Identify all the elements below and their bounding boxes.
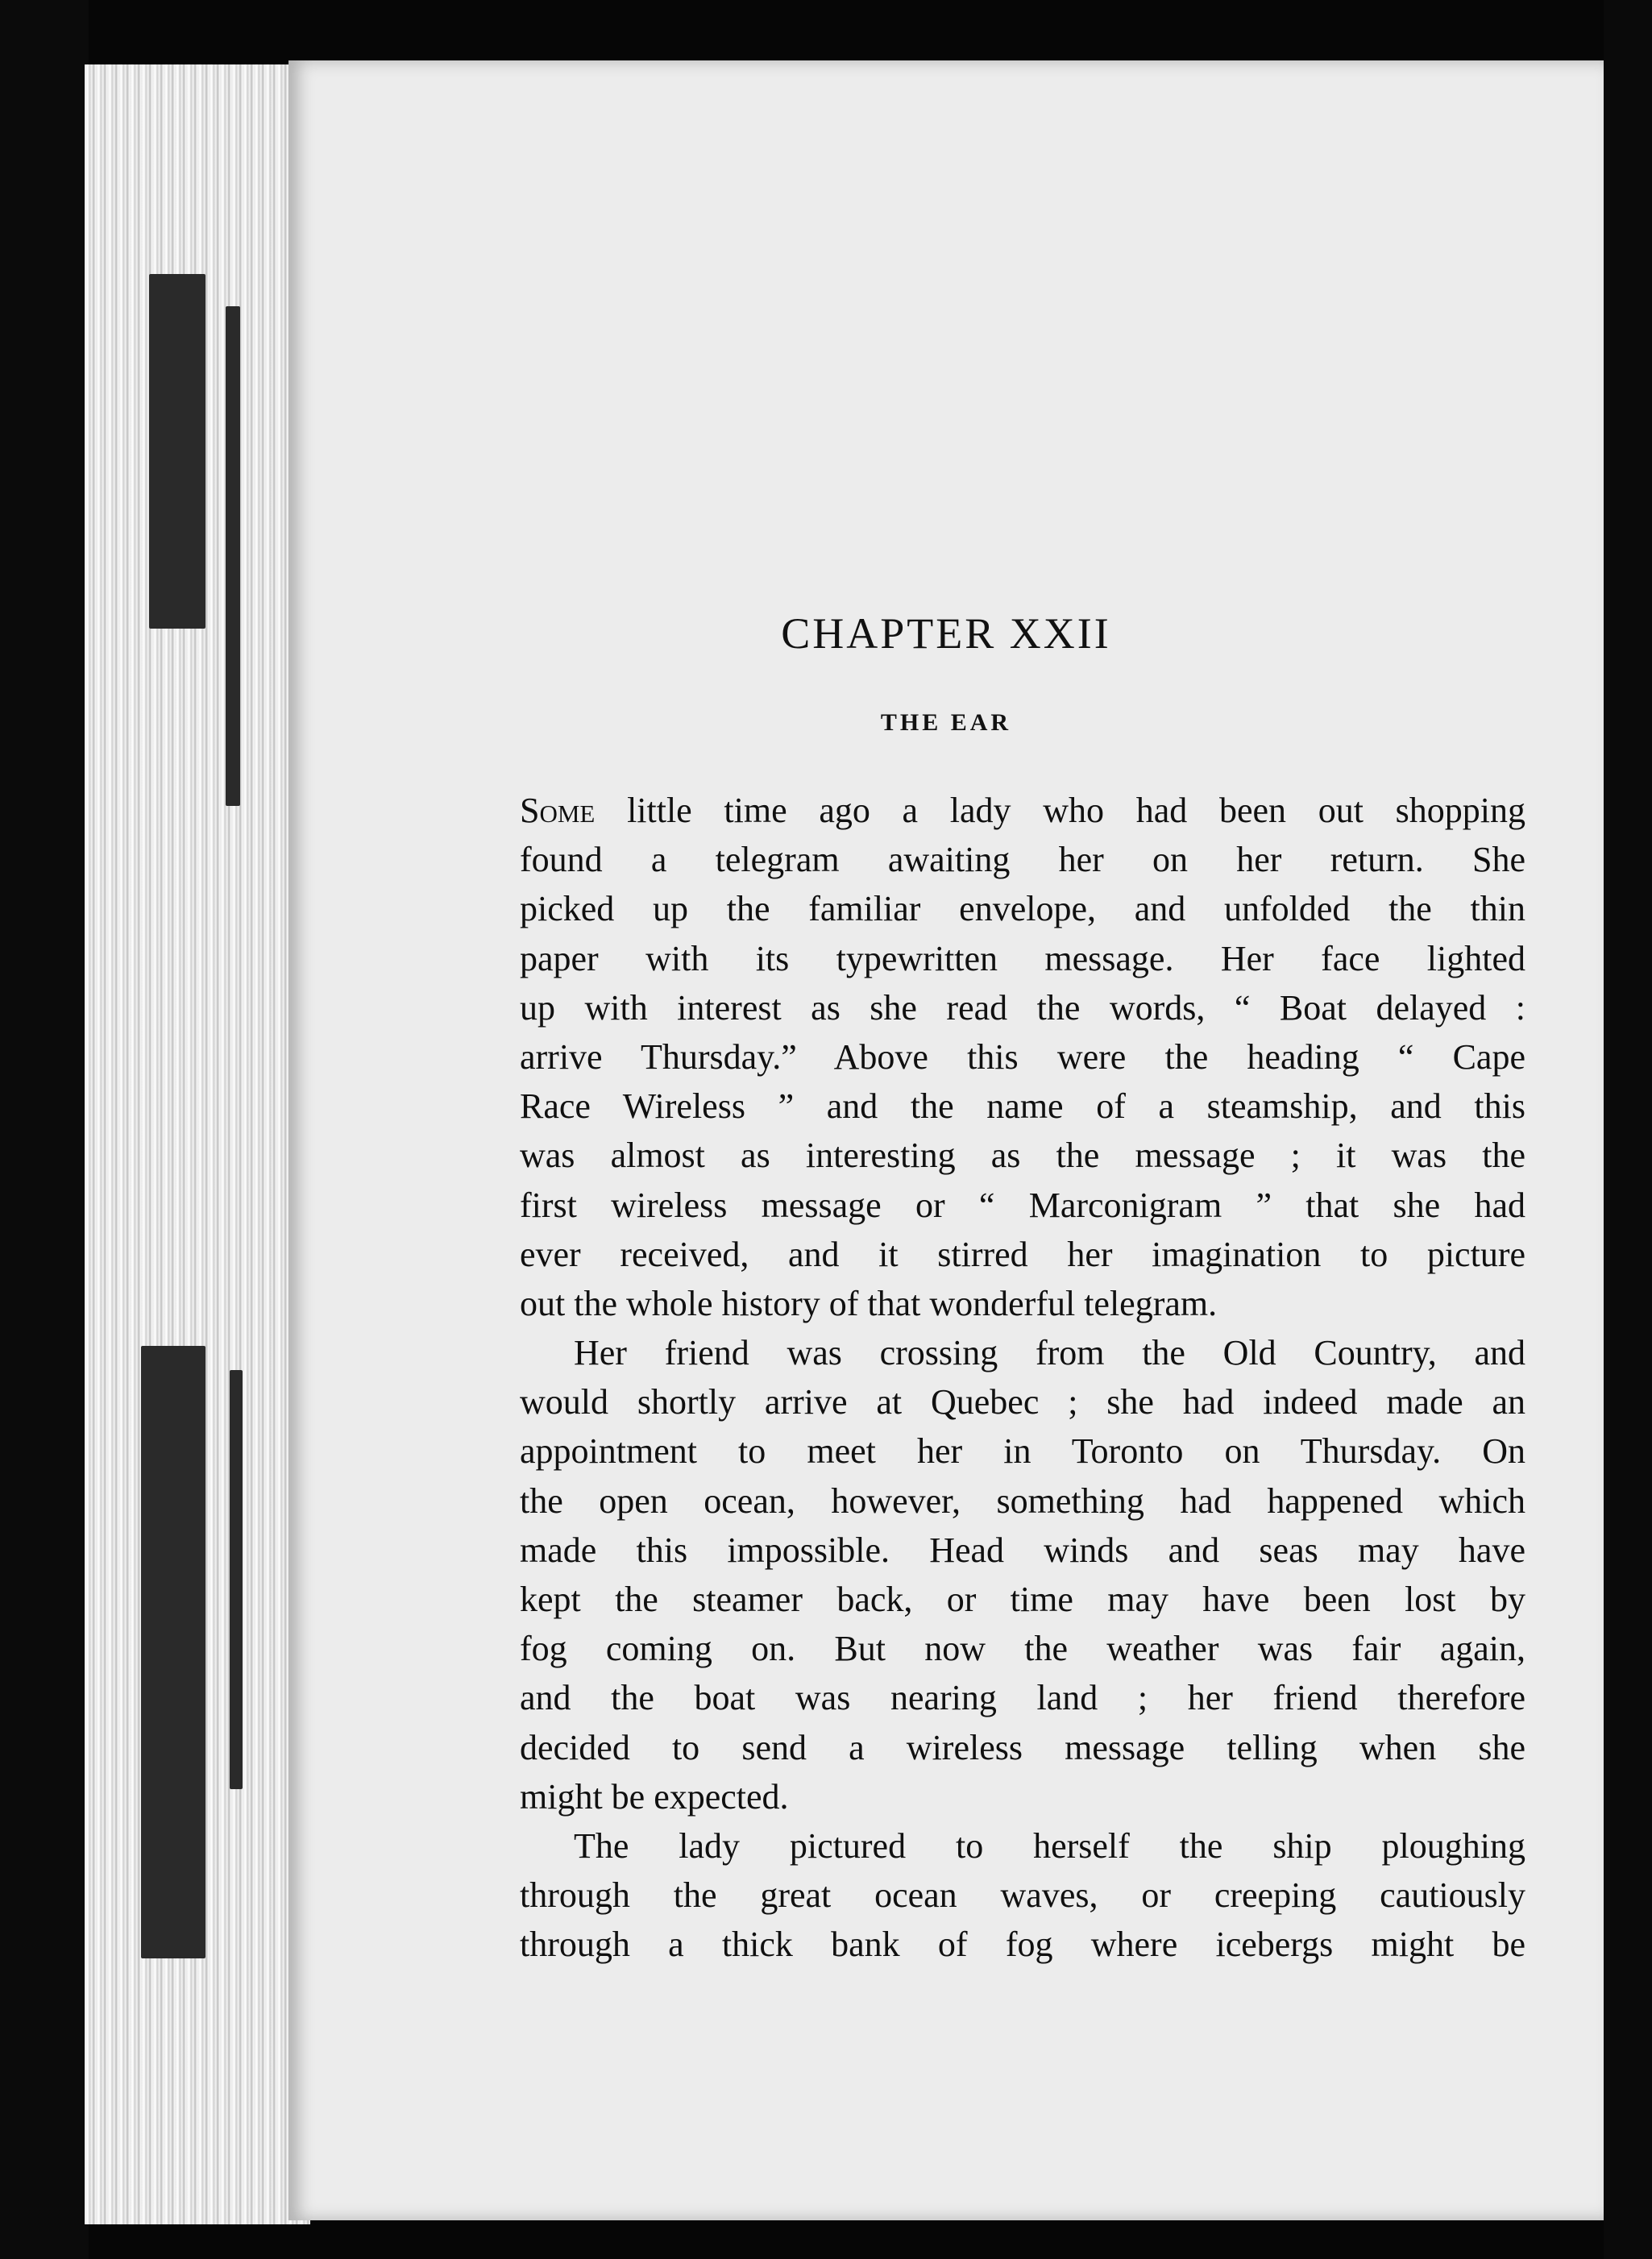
text-line: made this impossible. Head winds and seas may have [520, 1530, 1525, 1570]
text-line: through the great ocean waves, or creeping cautiously [520, 1875, 1525, 1916]
edge-stain [141, 1346, 205, 1958]
text-line: The lady pictured to herself the ship ploughing [574, 1825, 1525, 1866]
edge-stain [230, 1370, 243, 1789]
text-line: Race Wireless ” and the name of a steamship, and this [520, 1086, 1525, 1127]
text-line: paper with its typewritten message. Her face lighted [520, 938, 1525, 978]
chapter-heading: CHAPTER XXII [781, 609, 1111, 658]
text-line: would shortly arrive at Quebec ; she had indeed made an [520, 1382, 1525, 1422]
drop-word: Some [520, 791, 596, 830]
text-line: decided to send a wireless message telling when she [520, 1727, 1525, 1767]
edge-stain [149, 274, 205, 629]
text-line: Her friend was crossing from the Old Country, and [574, 1333, 1525, 1373]
text-line: through a thick bank of fog where icebergs might be [520, 1925, 1525, 1965]
text-line: kept the steamer back, or time may have been lost by [520, 1580, 1525, 1619]
text-line: picked up the familiar envelope, and unfolded the thin [520, 889, 1525, 929]
text-line: might be expected. [520, 1776, 789, 1817]
book-spine [0, 0, 89, 2259]
text-line: up with interest as she read the words, “ Boat delayed : [520, 987, 1525, 1028]
edge-stain [226, 306, 240, 806]
page-edges [85, 64, 310, 2224]
text-line: was almost as interesting as the message ; it was the [520, 1136, 1525, 1176]
scan-border [1604, 0, 1652, 2259]
text-line: ever received, and it stirred her imagination to picture [520, 1234, 1525, 1274]
body-text [520, 786, 1525, 1970]
text-line: arrive Thursday.” Above this were the heading “ Cape [520, 1036, 1525, 1077]
text-line: and the boat was nearing land ; her friend therefore [520, 1678, 1525, 1718]
text-line: first wireless message or “ Marconigram ” that she had [520, 1185, 1525, 1225]
text-line: fog coming on. But now the weather was fair again, [520, 1629, 1525, 1669]
text-line: found a telegram awaiting her on her return. She [520, 840, 1525, 880]
text-line: appointment to meet her in Toronto on Thursday. On [520, 1431, 1525, 1472]
text-line: out the whole history of that wonderful telegram. [520, 1283, 1218, 1323]
text-line: the open ocean, however, something had happened which [520, 1480, 1525, 1521]
chapter-title: THE EAR [880, 709, 1012, 736]
text-line: Some little time ago a lady who had been out shopping [520, 791, 1525, 830]
